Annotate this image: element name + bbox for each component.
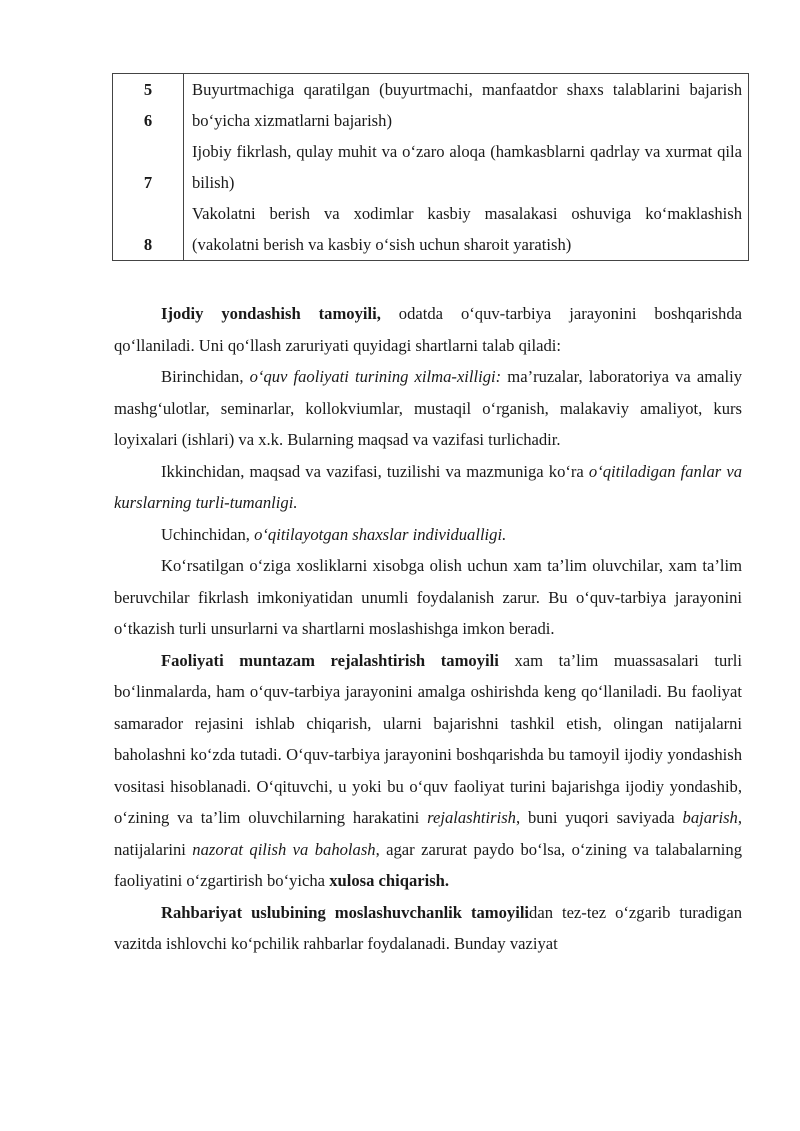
bold-term: Rahbariyat uslubining moslashuvchanlik tamoyili <box>161 902 530 922</box>
italic-term: nazorat qilish va baholash <box>192 839 376 859</box>
row-number: 7 <box>143 173 153 192</box>
table-row <box>113 74 749 261</box>
paragraph-text: , natijalarini <box>114 808 742 859</box>
body-text <box>114 298 742 960</box>
paragraph-text: Ikkinchidan, maqsad va vazifasi, tuzilishi va mazmuniga ko‘ra <box>161 461 589 481</box>
paragraph <box>114 361 742 456</box>
italic-term: o‘qitilayotgan shaxslar individualligi. <box>254 524 507 544</box>
paragraph: Ko‘rsatilgan o‘ziga xosliklarni xisobga olish uchun xam ta’lim oluvchilar, xam ta’lim beruvchilar fikrlash imkoniyatidan unumli foydalanish zarur. Bu o‘quv-tarbiya jarayonini o‘tkazish turli unsurlarni va shartlarni moslashishga imkon beradi. <box>114 556 742 638</box>
italic-term: o‘qitiladigan fanlar va kurslarning turli-tumanligi. <box>114 461 742 512</box>
paragraph-text: , agar zarurat paydo bo‘lsa, o‘zining va talabalarning faoliyatini o‘zgartirish bo‘yicha <box>114 839 742 890</box>
paragraph-text: xam ta’lim muassasalari turli bo‘linmalarda, ham o‘quv-tarbiya jarayonini amalga oshirishda keng qo‘llaniladi. Bu faoliyat samarador rejasini ishlab chiqarish, ularni bajarishni tashkil etish, olingan natijalarni baholashni ko‘zda tutadi. O‘quv-tarbiya jarayonini boshqarishda bu tamoyil ijodiy yondashish vositasi hisoblanadi. O‘qituvchi, u yoki bu o‘quv faoliyat turini bajarishga ijodiy yondashib, o‘zining va ta’lim oluvchilarning harakatini <box>114 650 742 827</box>
row-description: Buyurtmachiga qaratilgan (buyurtmachi, manfaatdor shaxs talablarini bajarish bo‘yicha xizmatlarni bajarish) <box>192 80 742 130</box>
principles-table <box>112 73 749 261</box>
row-number: 5 <box>143 80 153 99</box>
paragraph <box>114 519 742 551</box>
row-number: 8 <box>143 235 153 254</box>
italic-term: o‘quv faoliyati turining xilma-xilligi: <box>249 367 502 386</box>
row-description: Vakolatni berish va xodimlar kasbiy masalakasi oshuviga ko‘maklashish (vakolatni berish va kasbiy o‘sish uchun sharoit yaratish) <box>192 204 742 254</box>
paragraph <box>114 456 742 519</box>
bold-term: Faoliyati muntazam rejalashtirish tamoyili <box>161 650 499 670</box>
italic-term: rejalashtirish <box>427 808 516 827</box>
paragraph-text: Uchinchidan, <box>161 524 255 544</box>
bold-term: xulosa chiqarish. <box>329 871 450 890</box>
paragraph-text: Birinchidan, <box>161 367 250 386</box>
row-description: Ijobiy fikrlash, qulay muhit va o‘zaro aloqa (hamkasblarni qadrlay va xurmat qila bilish) <box>192 142 742 192</box>
paragraph-text: dan tez-tez o‘zgarib turadigan vazitda ishlovchi ko‘pchilik rahbarlar foydalanadi. Bunday vaziyat <box>114 902 743 953</box>
row-number <box>113 136 183 167</box>
paragraph <box>114 298 742 361</box>
row-number-cell <box>113 74 184 261</box>
paragraph <box>114 897 742 960</box>
paragraph-text: ma’ruzalar, laboratoriya va amaliy mashg‘ulotlar, seminarlar, kollokviumlar, mustaqil o‘rganish, malakaviy amaliyot, kurs loyixalari (ishlari) va x.k. Bularning maqsad va vazifasi turlichadir. <box>114 367 742 449</box>
italic-term: bajarish <box>682 808 738 827</box>
row-number: 6 <box>143 111 153 130</box>
bold-term: Ijodiy yondashish tamoyili, <box>161 304 381 323</box>
row-number <box>113 198 183 229</box>
paragraph-text: , buni yuqori saviyada <box>515 808 683 827</box>
paragraph-text: odatda o‘quv-tarbiya jarayonini boshqarishda qo‘llaniladi. Uni qo‘llash zaruriyati quyidagi shartlarni talab qiladi: <box>114 304 742 355</box>
paragraph <box>114 645 742 897</box>
row-description-cell <box>184 74 749 261</box>
